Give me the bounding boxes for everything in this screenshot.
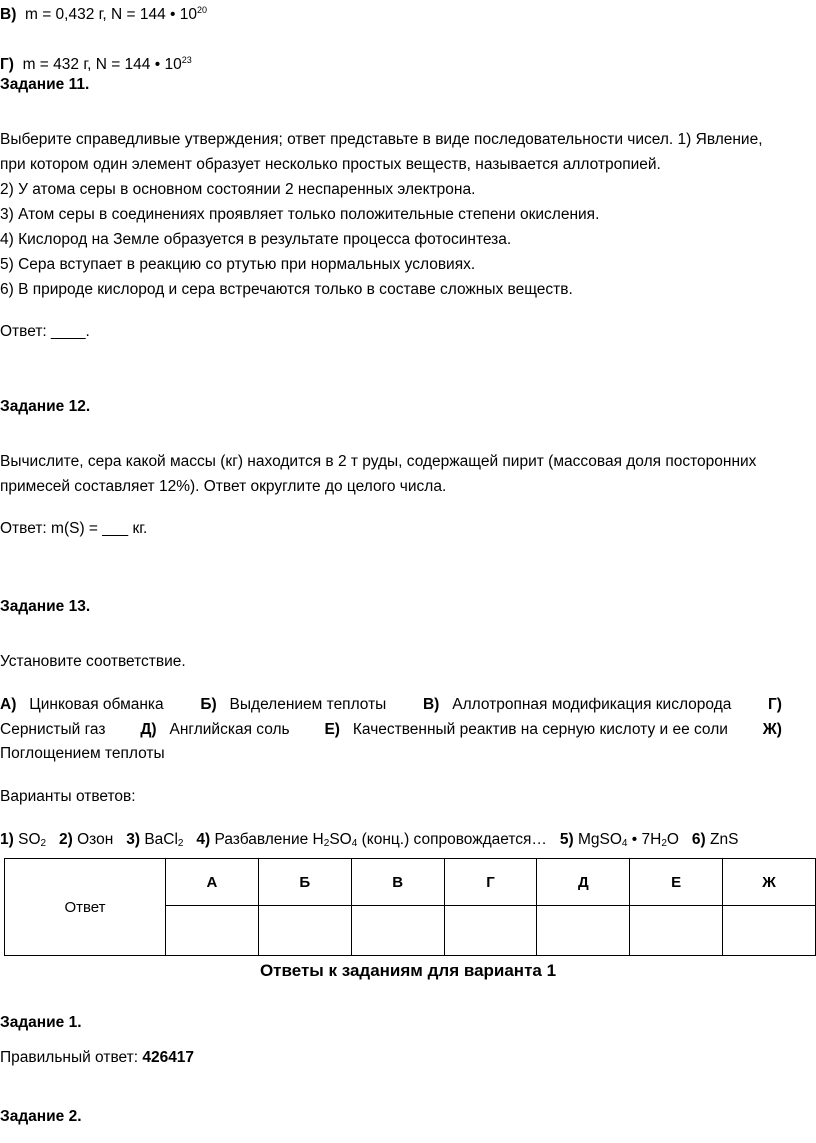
task12-line2: примесей составляет 12%). Ответ округлите до целого числа.: [0, 478, 447, 495]
match-item: Ж): [762, 721, 782, 738]
answers-task1-line: [0, 1048, 194, 1068]
task11-item: 5) Сера вступает в реакцию со ртутью при нормальных условиях.: [0, 256, 476, 273]
task13-title: Задание 13.: [0, 598, 91, 615]
match-row-1: [0, 695, 782, 715]
answer-cell[interactable]: [444, 906, 537, 956]
option-letter: Г): [0, 56, 14, 73]
task11-item: 3) Атом серы в соединениях проявляет только положительные степени окисления.: [0, 206, 600, 223]
answer-row-label: Ответ: [5, 859, 166, 956]
task11-line2: при котором один элемент образует несколько простых веществ, называется аллотропией.: [0, 156, 661, 173]
answer-cell[interactable]: [537, 906, 630, 956]
match-item: Е) Качественный реактив на серную кислоту и ее соли: [324, 721, 728, 738]
task12-title: Задание 12.: [0, 398, 91, 415]
option-v: [0, 0, 207, 25]
answers-task1-title: Задание 1.: [0, 1014, 82, 1031]
task11-answer: Ответ: ____.: [0, 323, 90, 340]
answer-header: Г: [444, 859, 537, 906]
answer-header: Ж: [723, 859, 816, 906]
answer-header: А: [166, 859, 259, 906]
answer-header: Б: [258, 859, 351, 906]
task12-answer: Ответ: m(S) = ___ кг.: [0, 520, 148, 537]
variants-label: Варианты ответов:: [0, 788, 136, 805]
answer-cell[interactable]: [258, 906, 351, 956]
correct-answer-label: Правильный ответ:: [0, 1049, 139, 1066]
answer-cell[interactable]: [166, 906, 259, 956]
answers-heading: Ответы к заданиям для варианта 1: [259, 961, 557, 980]
task11-line1: Выберите справедливые утверждения; ответ представьте в виде последовательности чисел. 1) Явление,: [0, 131, 763, 148]
task11-item: 4) Кислород на Земле образуется в результате процесса фотосинтеза.: [0, 231, 512, 248]
option-text: m = 432 г, N = 144 • 10: [22, 56, 182, 73]
task13-intro: Установите соответствие.: [0, 653, 186, 670]
answer-cell[interactable]: [351, 906, 444, 956]
answers-task2-title: Задание 2.: [0, 1108, 82, 1125]
option-letter: В): [0, 6, 17, 23]
match-item: Б) Выделением теплоты: [200, 696, 387, 713]
answer-header: Е: [630, 859, 723, 906]
match-item: А) Цинковая обманка: [0, 696, 164, 713]
match-item: Сернистый газ: [0, 721, 106, 738]
answer-table: [4, 858, 816, 956]
answer-header: В: [351, 859, 444, 906]
match-item: Г): [768, 696, 782, 713]
option-exponent: 20: [197, 5, 208, 15]
correct-answer-value: 426417: [142, 1049, 195, 1066]
match-item: Д) Английская соль: [140, 721, 290, 738]
match-item: В) Аллотропная модификация кислорода: [422, 696, 732, 713]
option-g: [0, 50, 192, 75]
task11-title: Задание 11.: [0, 76, 90, 93]
answer-cell[interactable]: [723, 906, 816, 956]
match-row-2: [0, 720, 782, 740]
task12-line1: Вычислите, сера какой массы (кг) находится в 2 т руды, содержащей пирит (массовая доля посторонних: [0, 453, 757, 470]
task11-item: 6) В природе кислород и сера встречаются только в составе сложных веществ.: [0, 281, 573, 298]
match-row-3: Поглощением теплоты: [0, 745, 165, 762]
answer-header: Д: [537, 859, 630, 906]
option-exponent: 23: [181, 55, 192, 65]
answer-cell[interactable]: [630, 906, 723, 956]
option-text: m = 0,432 г, N = 144 • 10: [24, 6, 198, 23]
variants-list: 1) $SO_2$ 2) Озон 3) BaCl$_2$ 4) Разбавление $H_2SO_4$ (конц.) сопровождается… 5) MgSO$_4$ • $7H_2O$ 6) ZnS: [0, 831, 739, 849]
task11-item: 2) У атома серы в основном состоянии 2 неспаренных электрона.: [0, 181, 476, 198]
